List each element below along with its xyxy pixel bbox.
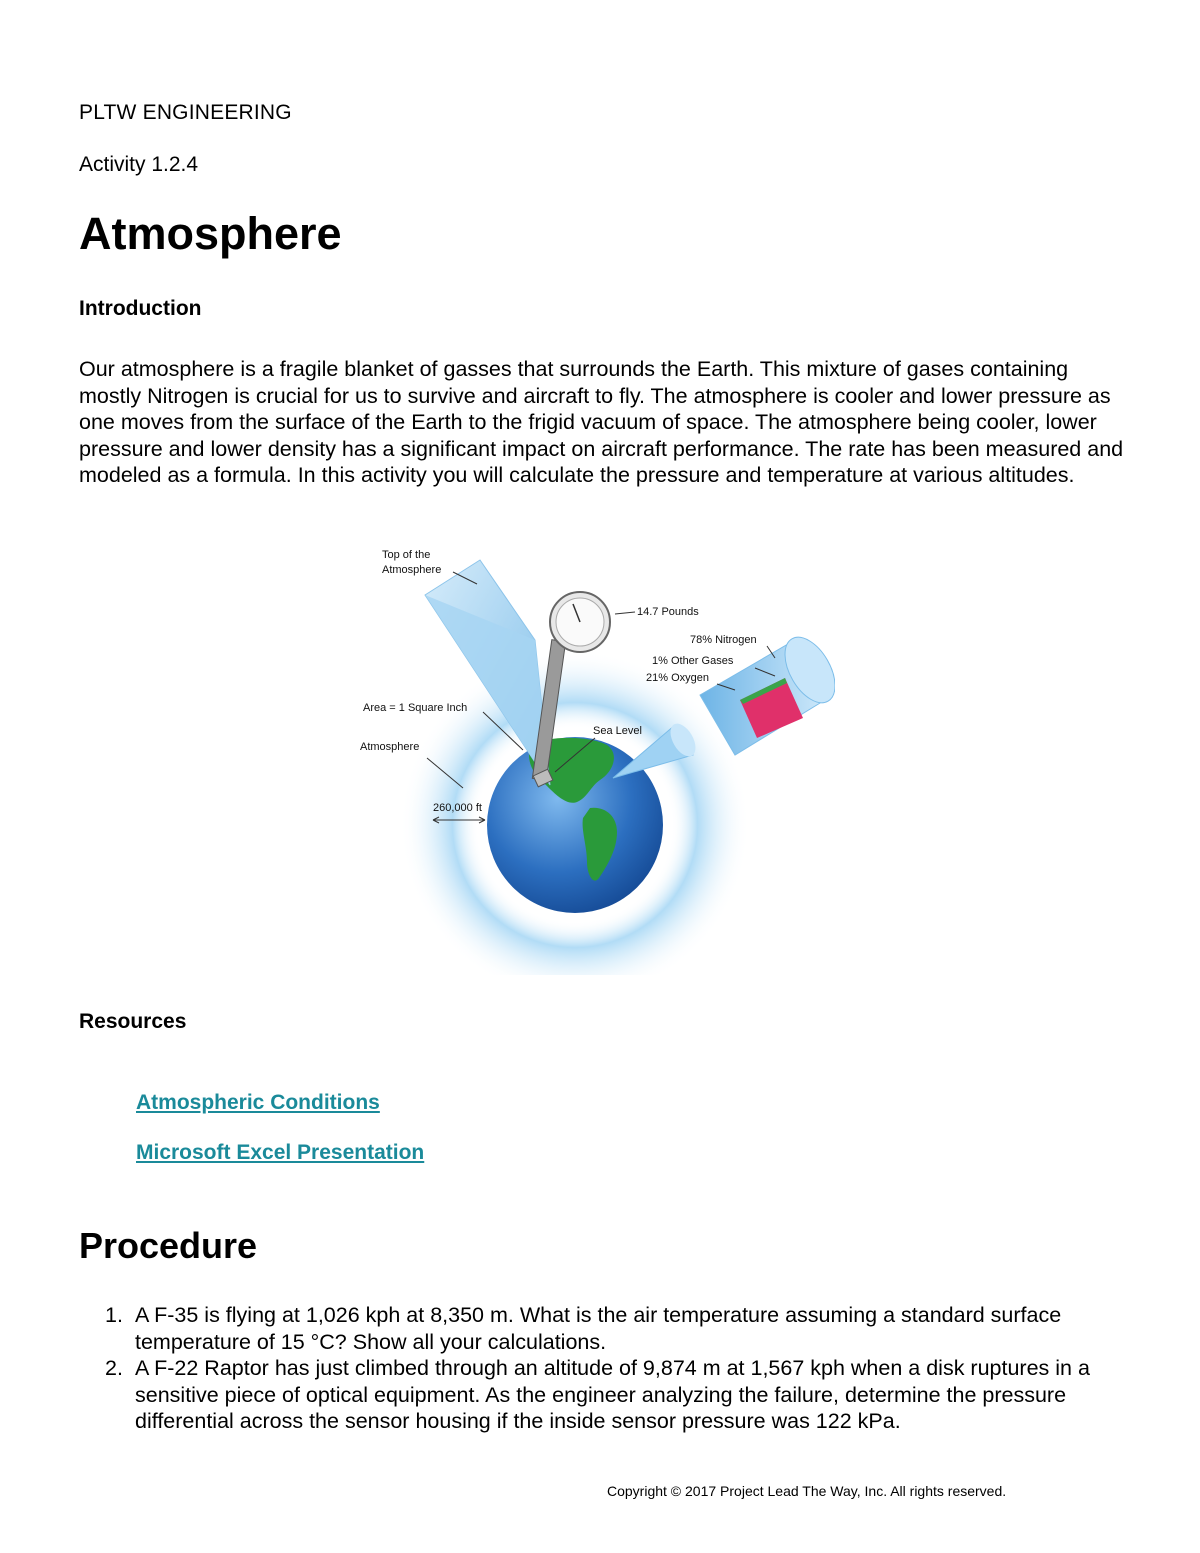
introduction-heading: Introduction xyxy=(79,297,202,320)
page-title: Atmosphere xyxy=(79,208,342,259)
label-top-of-atmosphere-1: Top of the xyxy=(382,549,431,561)
label-distance: 260,000 ft xyxy=(433,802,482,814)
introduction-paragraph: Our atmosphere is a fragile blanket of gasses that surrounds the Earth. This mixture of gases containing mostly Nitrogen is crucial for us to survive and aircraft to fly. The atmosphere is cooler and lower pressure as one moves from the surface of the Earth to the frigid vacuum of space. The atmosphere being cooler, lower pressure and lower density has a significant impact on aircraft performance. The rate has been measured and modeled as a formula. In this activity you will calculate the pressure and temperature at various altitudes. xyxy=(79,357,1124,487)
label-other-gases: 1% Other Gases xyxy=(652,655,734,667)
label-oxygen: 21% Oxygen xyxy=(646,672,709,684)
atmosphere-diagram xyxy=(355,540,835,975)
header-org: PLTW ENGINEERING xyxy=(79,101,292,124)
label-nitrogen: 78% Nitrogen xyxy=(690,634,757,646)
label-area: Area = 1 Square Inch xyxy=(363,702,468,714)
excel-presentation-link[interactable]: Microsoft Excel Presentation xyxy=(136,1141,425,1164)
resources-heading: Resources xyxy=(79,1010,187,1033)
label-top-of-atmosphere-2: Atmosphere xyxy=(382,564,442,576)
label-sea-level: Sea Level xyxy=(593,725,642,737)
atmospheric-conditions-link[interactable]: Atmospheric Conditions xyxy=(136,1091,380,1114)
label-atmosphere: Atmosphere xyxy=(360,741,420,753)
procedure-item-number: 2. xyxy=(105,1356,123,1380)
procedure-item xyxy=(79,1302,1109,1355)
activity-number: Activity 1.2.4 xyxy=(79,153,199,176)
label-pounds: 14.7 Pounds xyxy=(637,606,699,618)
procedure-item-text: A F-35 is flying at 1,026 kph at 8,350 m. What is the air temperature assuming a standard surface temperature of 15 °C? Show all your calculations. xyxy=(135,1303,1062,1354)
procedure-item xyxy=(79,1355,1109,1435)
procedure-list xyxy=(79,1302,1109,1435)
procedure-heading: Procedure xyxy=(79,1225,258,1266)
procedure-item-number: 1. xyxy=(105,1303,123,1327)
copyright-footer: Copyright © 2017 Project Lead The Way, Inc. All rights reserved. xyxy=(607,1483,1007,1499)
procedure-item-text: A F-22 Raptor has just climbed through an altitude of 9,874 m at 1,567 kph when a disk ruptures in a sensitive piece of optical equipment. As the engineer analyzing the failure, determine the pressure differential across the sensor housing if the inside sensor pressure was 122 kPa. xyxy=(135,1356,1090,1433)
